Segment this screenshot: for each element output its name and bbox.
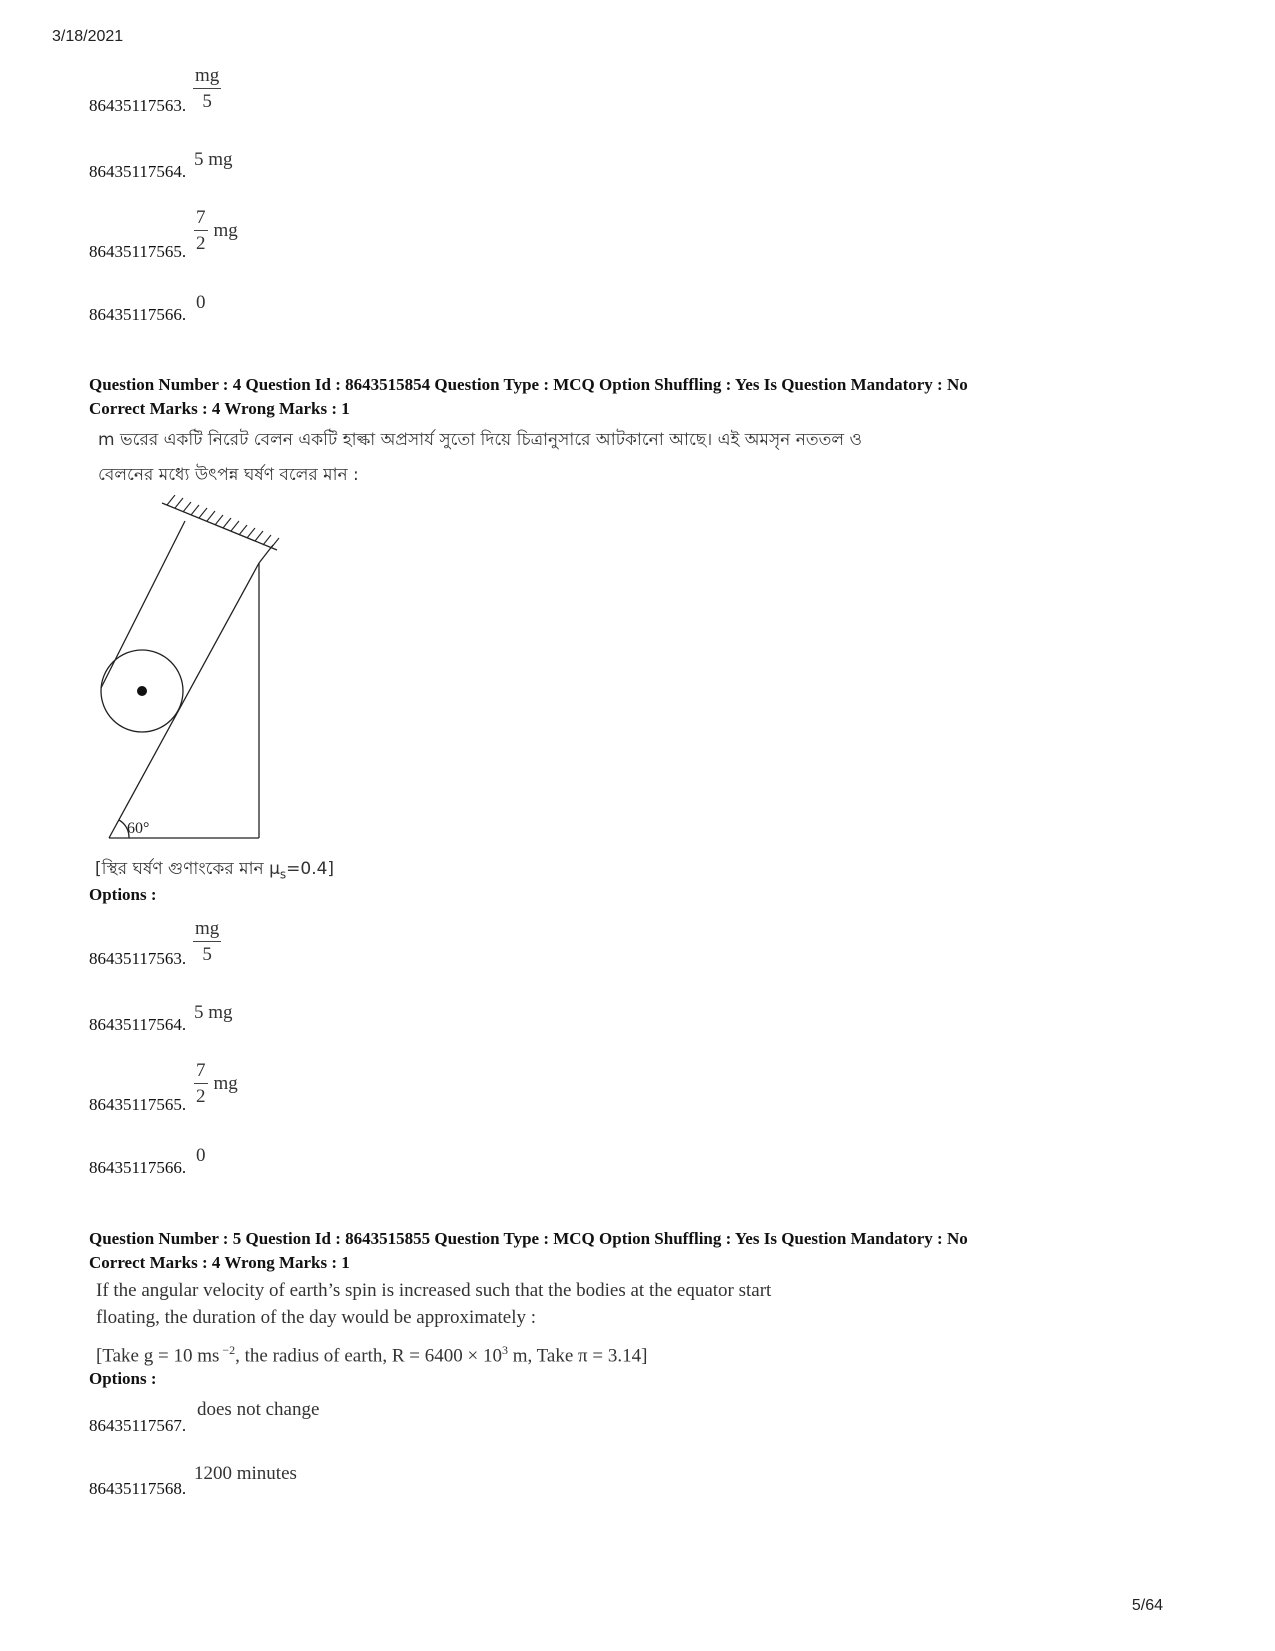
fraction-numerator: 7 — [194, 1061, 208, 1084]
fraction-suffix: mg — [213, 1072, 238, 1094]
question-header: Question Number : 4 Question Id : 8643515854 Question Type : MCQ Option Shuffling : Yes Is Question Mandatory : No — [89, 375, 968, 394]
option-text: 5 mg — [194, 149, 233, 170]
option-id: 86435117566. — [89, 305, 187, 324]
fraction — [194, 1061, 208, 1106]
option-text: 0 — [196, 1145, 206, 1166]
angle-label: 60° — [127, 820, 150, 837]
note-text: [স্থির ঘর্ষণ গুণাংকের মান μ — [95, 859, 280, 879]
page-date: 3/18/2021 — [52, 28, 124, 45]
friction-coefficient-note — [95, 856, 334, 884]
fraction-numerator: mg — [193, 66, 221, 89]
option-text: 5 mg — [194, 1002, 233, 1023]
question-given-values — [96, 1336, 647, 1370]
given-superscript: 3 — [501, 1343, 508, 1357]
option-id: 86435117568. — [89, 1479, 187, 1498]
option-fraction — [193, 66, 221, 111]
option-fraction — [194, 1061, 238, 1106]
page-number: 5/64 — [1131, 1597, 1163, 1614]
option-text: 0 — [196, 292, 206, 313]
string-tie — [259, 545, 273, 563]
ceiling-line — [162, 503, 277, 550]
fraction — [194, 208, 208, 253]
note-subscript: s — [279, 867, 287, 882]
fraction-denominator: 2 — [196, 1086, 206, 1107]
incline-cylinder-figure — [95, 495, 285, 850]
question-marks: Correct Marks : 4 Wrong Marks : 1 — [89, 399, 350, 418]
cylinder-center — [137, 686, 147, 696]
fraction-denominator: 2 — [196, 233, 206, 254]
option-id: 86435117564. — [89, 162, 187, 181]
fraction-numerator: 7 — [194, 208, 208, 231]
question-stem-line: floating, the duration of the day would be approximately : — [96, 1307, 537, 1328]
fraction-denominator: 5 — [202, 944, 212, 965]
options-label: Options : — [89, 1369, 157, 1388]
question-stem-line: m ভরের একটি নিরেট বেলন একটি হাল্কা অপ্রসার্য সুতো দিয়ে চিত্রানুসারে আটকানো আছে। এই অমসৃন নততল ও — [98, 430, 862, 450]
option-id: 86435117563. — [89, 949, 187, 968]
option-id: 86435117565. — [89, 1095, 187, 1114]
option-id: 86435117567. — [89, 1416, 187, 1435]
given-superscript: −2 — [219, 1343, 236, 1357]
option-id: 86435117563. — [89, 96, 187, 115]
option-fraction — [194, 208, 238, 253]
option-id: 86435117565. — [89, 242, 187, 261]
fraction-numerator: mg — [193, 919, 221, 942]
given-text: , the radius of earth, R = 6400 × 10 — [235, 1345, 502, 1367]
option-text: does not change — [197, 1399, 320, 1420]
option-text: 1200 minutes — [194, 1463, 297, 1484]
question-stem-line: বেলনের মধ্যে উৎপন্ন ঘর্ষণ বলের মান : — [98, 465, 359, 485]
given-text: m, Take π = 3.14] — [507, 1345, 648, 1367]
given-text: [Take g = 10 ms — [96, 1345, 220, 1367]
option-id: 86435117566. — [89, 1158, 187, 1177]
question-marks: Correct Marks : 4 Wrong Marks : 1 — [89, 1253, 350, 1272]
option-id: 86435117564. — [89, 1015, 187, 1034]
question-stem-line: If the angular velocity of earth’s spin is increased such that the bodies at the equator start — [96, 1280, 772, 1301]
fraction-suffix: mg — [213, 219, 238, 241]
incline-slope — [109, 563, 259, 838]
option-fraction — [193, 919, 221, 964]
question-header: Question Number : 5 Question Id : 8643515855 Question Type : MCQ Option Shuffling : Yes Is Question Mandatory : No — [89, 1229, 968, 1248]
options-label: Options : — [89, 885, 157, 904]
ceiling-hatching — [167, 495, 279, 548]
fraction-denominator: 5 — [202, 91, 212, 112]
note-text: =0.4] — [286, 859, 335, 879]
